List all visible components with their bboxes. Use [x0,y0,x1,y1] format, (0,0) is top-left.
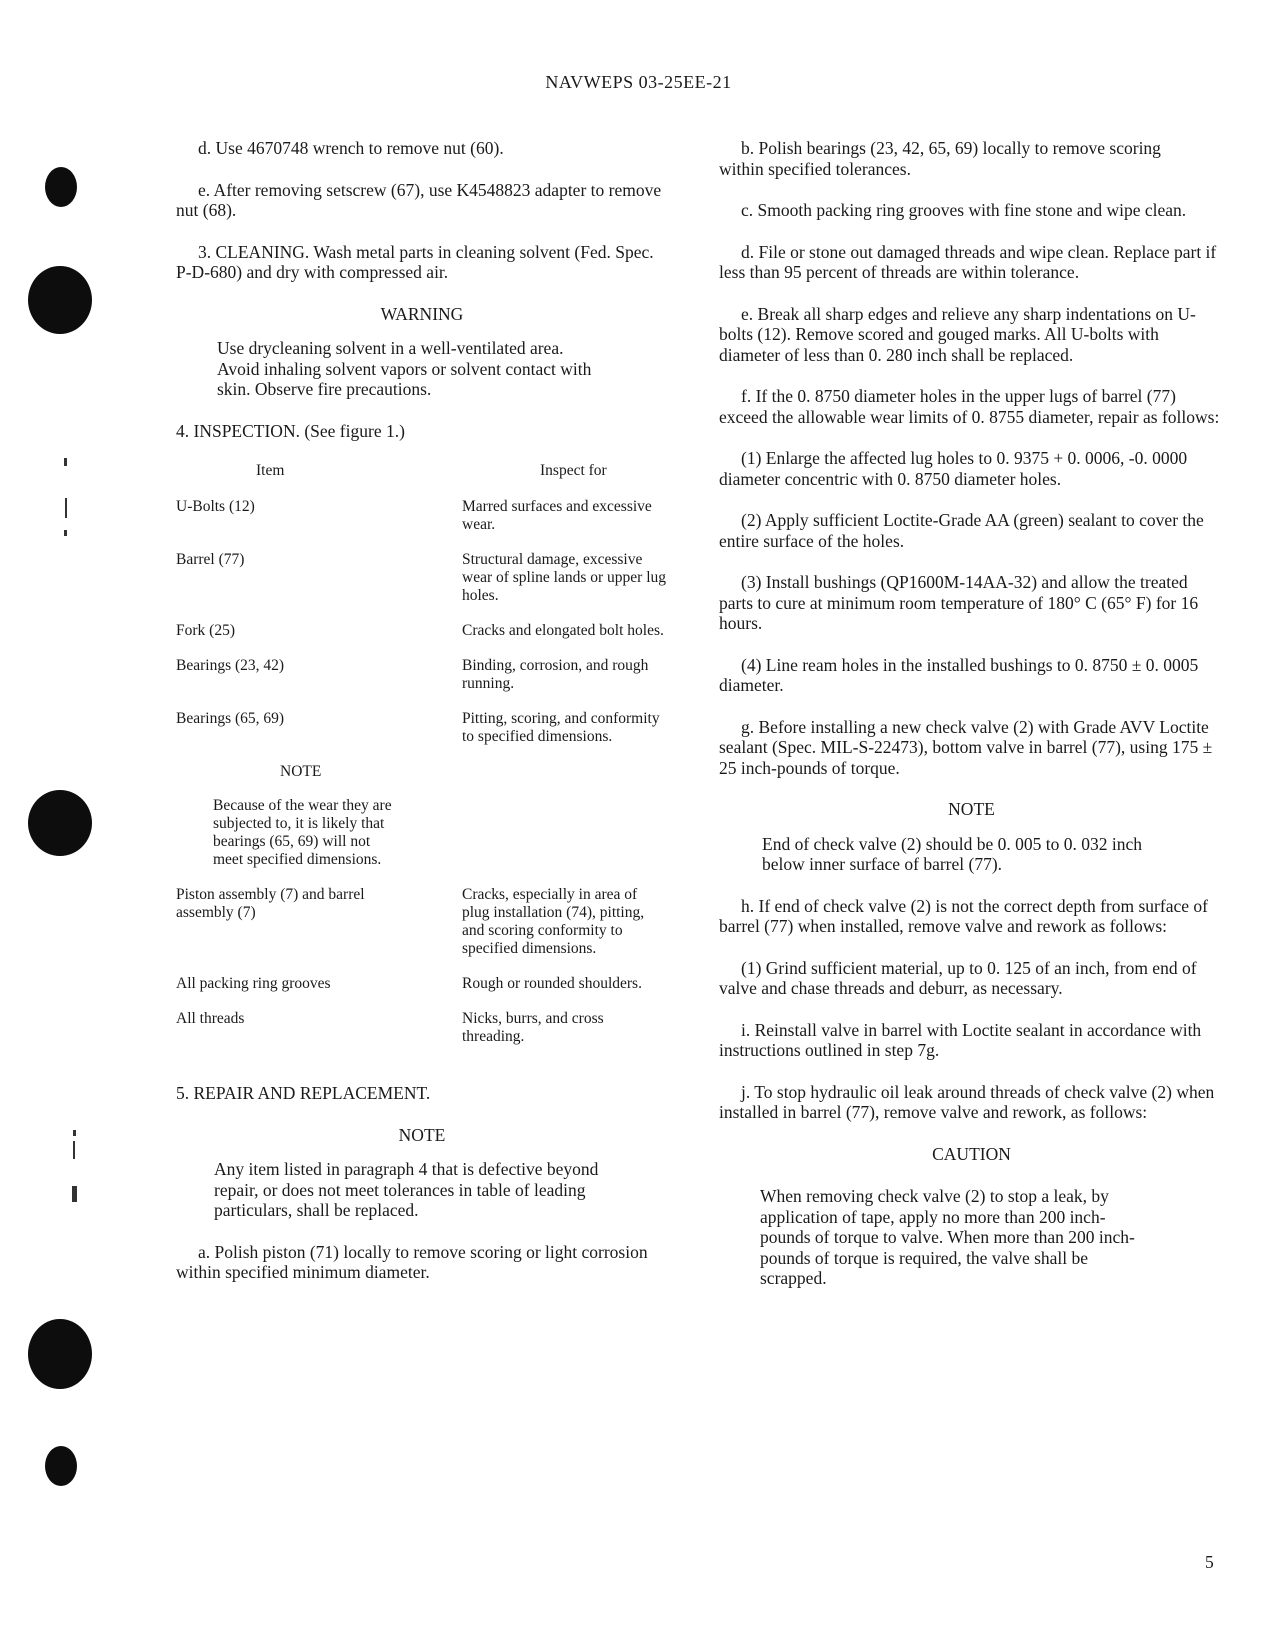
left-column [176,138,668,1304]
step-f-4: (4) Line ream holes in the installed bushings to 0. 8750 ± 0. 0005 diameter. [719,654,1199,695]
table-cell-inspect: Binding, corrosion, and rough running. [462,657,649,692]
step-f-lug-holes: f. If the 0. 8750 diameter holes in the upper lugs of barrel (77) exceed the allowable wear limits of 0. 8755 diameter, repair as follows: [719,386,1220,427]
table-row [176,498,668,551]
document-header: NAVWEPS 03-25EE-21 [545,72,732,92]
table-row [176,886,668,975]
caution-text: When removing check valve (2) to stop a leak, by application of tape, apply no more than 200 inch-pounds of torque to valve. When more than 200 inch-pounds of torque is required, the valve shall be scrapped. [760,1186,1135,1288]
section-3-cleaning: 3. CLEANING. Wash metal parts in cleaning solvent (Fed. Spec. P-D-680) and dry with compressed air. [176,241,654,282]
table-cell-item: Fork (25) [176,622,235,639]
table-row [176,622,668,657]
binder-hole [28,790,92,856]
table-cell-inspect: Nicks, burrs, and cross threading. [462,1010,604,1045]
warning-title: WARNING [380,303,464,324]
warning-text: Use drycleaning solvent in a well-ventilated area. Avoid inhaling solvent vapors or solvent contact with skin. Observe fire precautions. [217,338,592,399]
step-h-depth: h. If end of check valve (2) is not the correct depth from surface of barrel (77) when installed, remove valve and rework as follows: [719,895,1208,936]
note-5-text: Any item listed in paragraph 4 that is defective beyond repair, or does not meet tolerances in table of leading particulars, shall be replaced. [214,1159,599,1220]
step-g-check-valve: g. Before installing a new check valve (2) with Grade AVV Loctite sealant (Spec. MIL-S-22473), bottom valve in barrel (77), using 175 ± 25 inch-pounds of torque. [719,716,1213,778]
step-j-oil-leak: j. To stop hydraulic oil leak around threads of check valve (2) when installed in barrel (77), remove valve and rework, as follows: [719,1081,1215,1122]
step-d-remove-nut: d. Use 4670748 wrench to remove nut (60). [198,138,504,158]
table-cell-inspect: Pitting, scoring, and conformity to specified dimensions. [462,710,660,745]
table-header-inspect-for: Inspect for [540,462,607,479]
section-5-repair: 5. REPAIR AND REPLACEMENT. [176,1083,431,1103]
step-d-file-threads: d. File or stone out damaged threads and wipe clean. Replace part if less than 95 percent of threads are within tolerance. [719,241,1217,282]
binder-hole [28,1319,92,1389]
table-cell-item: Barrel (77) [176,551,245,568]
scan-speck [64,530,67,536]
binder-hole [28,266,92,334]
note-g-text: End of check valve (2) should be 0. 005 to 0. 032 inch below inner surface of barrel (77). [762,833,1143,874]
step-e-remove-nut: e. After removing setscrew (67), use K4548823 adapter to remove nut (68). [176,179,662,220]
step-b-polish-bearings: b. Polish bearings (23, 42, 65, 69) locally to remove scoring within specified tolerances. [719,138,1161,179]
table-row [176,1010,668,1063]
scan-speck [73,1141,75,1159]
note-5-title: NOTE [398,1124,446,1145]
section-4-inspection: 4. INSPECTION. (See figure 1.) [176,420,405,441]
inspection-table [176,462,668,1063]
table-note-title: NOTE [280,763,322,780]
table-cell-inspect: Cracks and elongated bolt holes. [462,622,664,639]
scan-speck [72,1186,77,1202]
table-cell-item: All packing ring grooves [176,975,331,992]
step-c-smooth-grooves: c. Smooth packing ring grooves with fine stone and wipe clean. [741,200,1187,220]
note-g-title: NOTE [948,799,995,819]
table-header-item: Item [256,462,285,479]
step-a-polish-piston: a. Polish piston (71) locally to remove scoring or light corrosion within specified minimum diameter. [176,1241,648,1282]
step-h-1: (1) Grind sufficient material, up to 0. 125 of an inch, from end of valve and chase threads and deburr, as necessary. [719,957,1197,998]
table-row [176,710,668,763]
step-e-break-edges: e. Break all sharp edges and relieve any sharp indentations on U-bolts (12). Remove scored and gouged marks. All U-bolts with diameter of less than 0. 280 inch shall be replaced. [719,303,1196,365]
right-column [719,138,1224,1310]
table-note-text: Because of the wear they are subjected to, it is likely that bearings (65, 69) will not meet specified dimensions. [213,797,392,868]
table-note-row [176,763,668,886]
caution-title: CAUTION [932,1143,1011,1164]
table-row [176,975,668,1010]
table-cell-item: Bearings (23, 42) [176,657,285,674]
binder-hole [45,1446,77,1486]
table-cell-item: U-Bolts (12) [176,498,255,515]
scan-speck [73,1130,76,1136]
table-cell-inspect: Cracks, especially in area of plug installation (74), pitting, and scoring conformity to specified dimensions. [462,886,645,957]
table-cell-inspect: Rough or rounded shoulders. [462,975,642,992]
table-row [176,657,668,710]
binder-hole [45,167,77,207]
scan-speck [64,458,67,466]
table-cell-item: Piston assembly (7) and barrel assembly (7) [176,886,365,921]
table-cell-item: Bearings (65, 69) [176,710,285,727]
table-cell-item: All threads [176,1010,245,1027]
step-i-reinstall: i. Reinstall valve in barrel with Loctite sealant in accordance with instructions outlined in step 7g. [719,1019,1202,1060]
scan-speck [65,498,67,518]
step-f-1: (1) Enlarge the affected lug holes to 0. 9375 + 0. 0006, -0. 0000 diameter concentric with 0. 8750 diameter holes. [719,448,1188,489]
table-cell-inspect: Structural damage, excessive wear of spline lands or upper lug holes. [462,551,667,604]
table-cell-inspect: Marred surfaces and excessive wear. [462,498,652,533]
step-f-3: (3) Install bushings (QP1600M-14AA-32) and allow the treated parts to cure at minimum room temperature of 180° C (65° F) for 16 hours. [719,572,1199,633]
page-number: 5 [1205,1552,1214,1572]
table-row [176,551,668,622]
table-header-row [176,462,668,498]
step-f-2: (2) Apply sufficient Loctite-Grade AA (green) sealant to cover the entire surface of the holes. [719,510,1204,551]
